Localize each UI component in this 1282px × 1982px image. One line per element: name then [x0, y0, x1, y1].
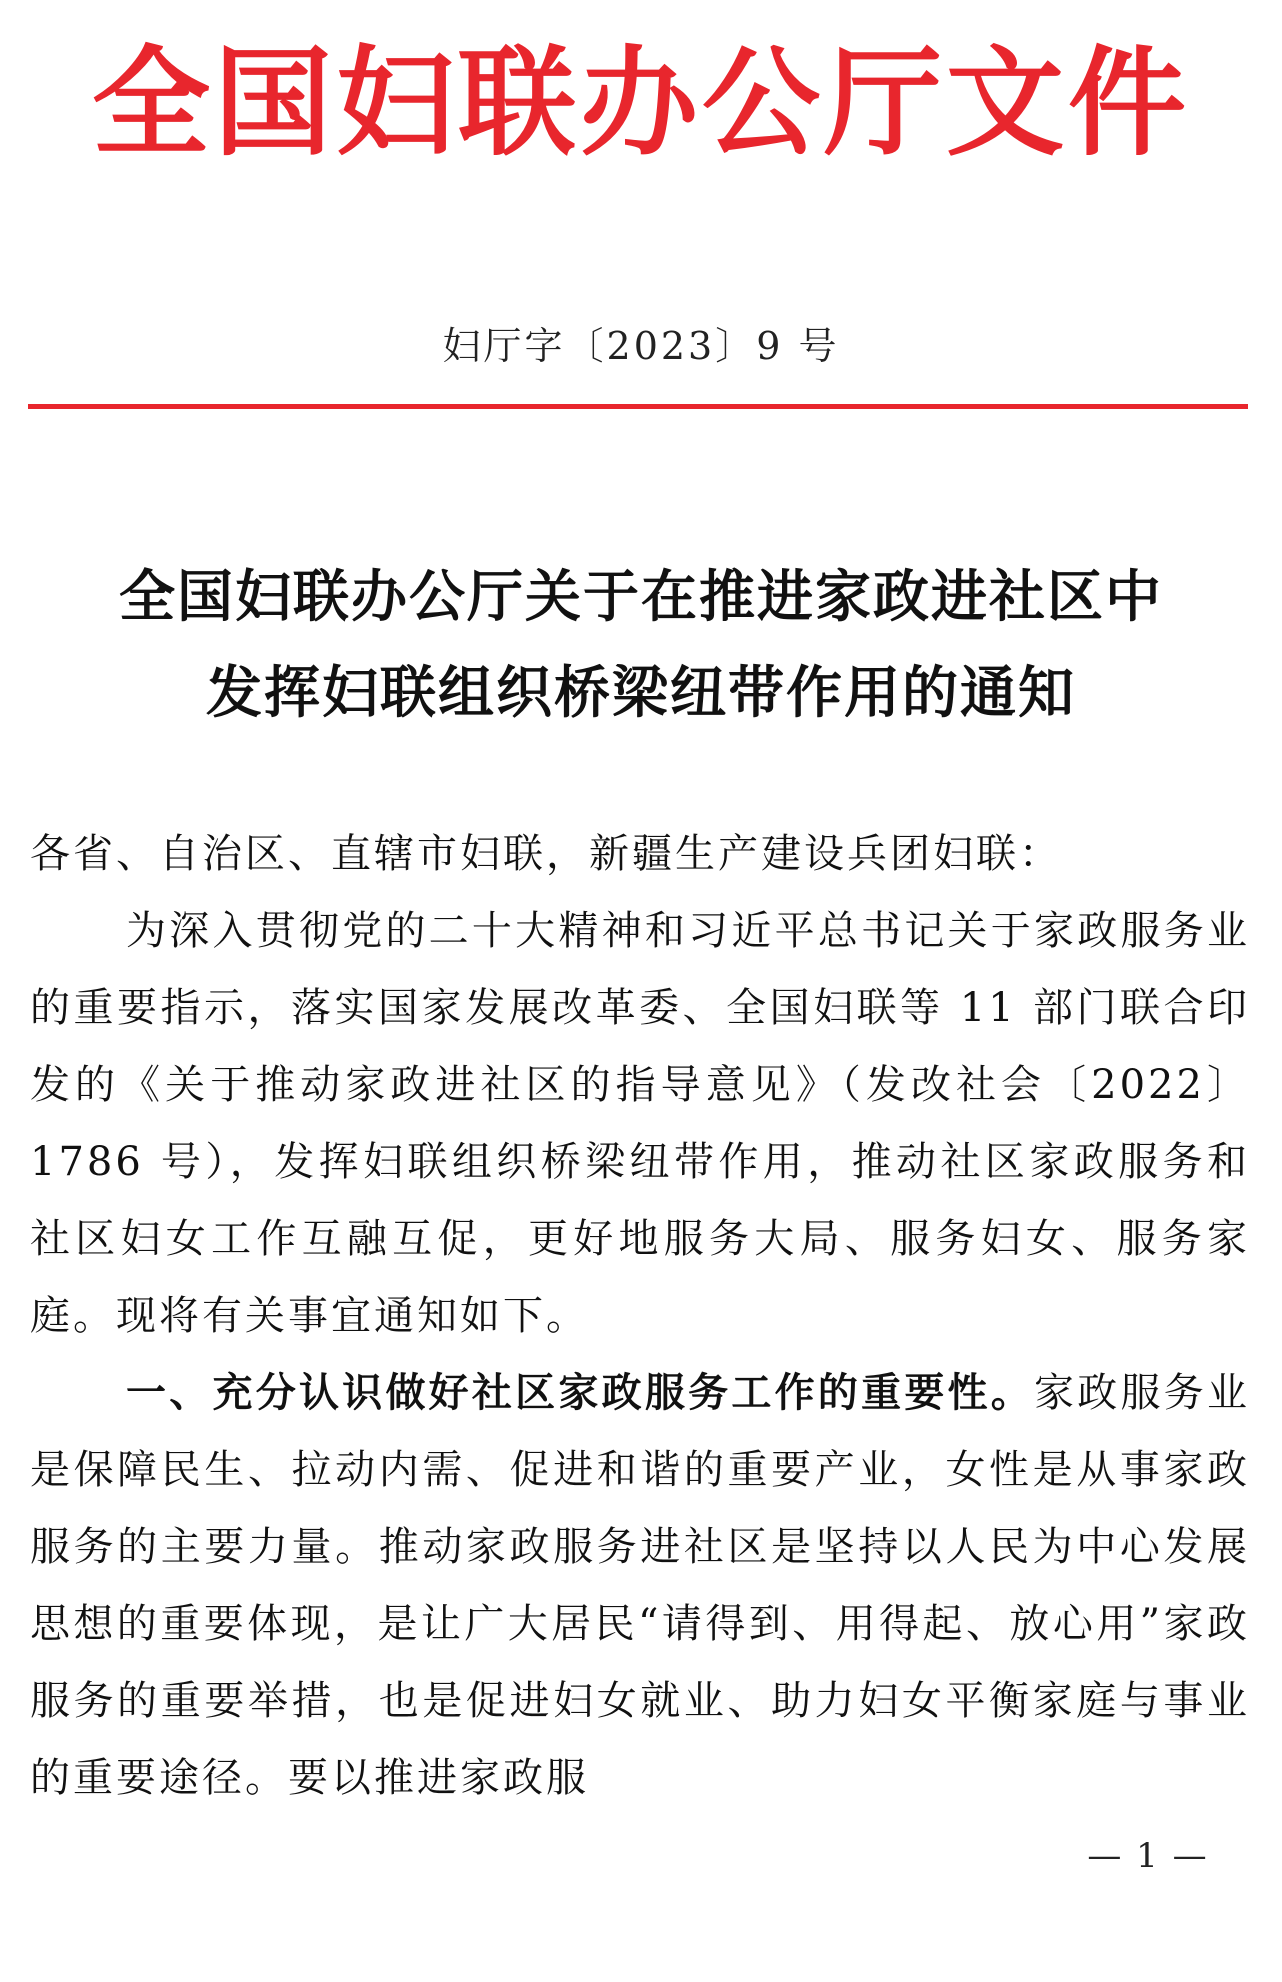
document-number: 妇厅字〔2023〕9 号 [442, 324, 840, 368]
document-body [30, 816, 1250, 1817]
paragraph-intro: 为深入贯彻党的二十大精神和习近平总书记关于家政服务业的重要指示，落实国家发展改革委、全国妇联等 11 部门联合印发的《关于推动家政进社区的指导意见》（发改社会〔2022〕1786 号），发挥妇联组织桥梁纽带作用，推动社区家政服务和社区妇女工作互融互促，更好地服务大局、服务妇女、服务家庭。现将有关事宜通知如下。 [30, 908, 1250, 1339]
document-title [30, 550, 1252, 742]
section-1-text: 家政服务业是保障民生、拉动内需、促进和谐的重要产业，女性是从事家政服务的主要力量。推动家政服务进社区是坚持以人民为中心发展思想的重要体现，是让广大居民“请得到、用得起、放心用”家政服务的重要举措，也是促进妇女就业、助力妇女平衡家庭与事业的重要途径。要以推进家政服 [30, 1370, 1251, 1801]
red-divider-line [28, 404, 1248, 409]
document-title-line-2: 发挥妇联组织桥梁纽带作用的通知 [206, 661, 1076, 726]
salutation: 各省、自治区、直辖市妇联，新疆生产建设兵团妇联： [30, 831, 1062, 877]
issuer-header-title: 全国妇联办公厅文件 [91, 33, 1190, 172]
paragraph-section-1 [30, 1355, 1250, 1817]
document-title-line-1: 全国妇联办公厅关于在推进家政进社区中 [119, 565, 1163, 630]
page-number: — 1 — [1087, 1836, 1209, 1876]
section-1-heading: 一、充分认识做好社区家政服务工作的重要性。 [126, 1370, 1035, 1416]
